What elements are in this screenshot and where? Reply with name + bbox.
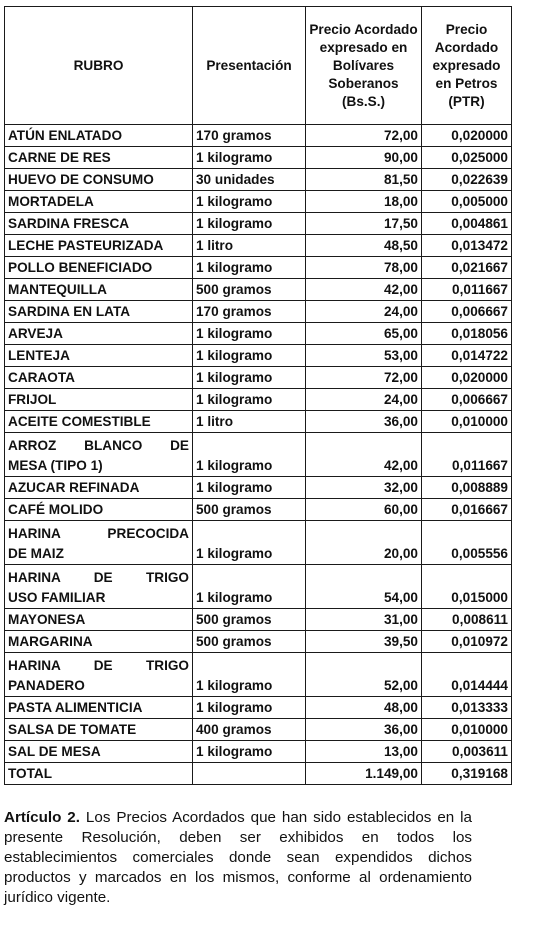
cell-precio-bss: 60,00 [306,499,422,521]
cell-presentacion: 500 gramos [193,499,306,521]
table-row [5,631,512,653]
cell-precio-bss: 72,00 [306,125,422,147]
cell-presentacion: 1 kilogramo [193,433,306,477]
cell-precio-bss: 17,50 [306,213,422,235]
table-row [5,521,512,565]
total-presentacion [193,763,306,785]
cell-rubro: SALSA DE TOMATE [5,719,193,741]
cell-presentacion: 1 kilogramo [193,147,306,169]
cell-rubro: SARDINA FRESCA [5,213,193,235]
cell-precio-ptr: 0,003611 [422,741,512,763]
cell-precio-bss: 24,00 [306,301,422,323]
cell-precio-bss: 72,00 [306,367,422,389]
article-2-paragraph [4,808,472,908]
cell-presentacion: 30 unidades [193,169,306,191]
cell-precio-ptr: 0,008611 [422,609,512,631]
cell-precio-ptr: 0,008889 [422,477,512,499]
table-row [5,147,512,169]
cell-presentacion: 1 litro [193,411,306,433]
total-label: TOTAL [5,763,193,785]
cell-rubro: MORTADELA [5,191,193,213]
table-row [5,719,512,741]
cell-precio-ptr: 0,011667 [422,433,512,477]
cell-presentacion: 1 kilogramo [193,565,306,609]
table-row [5,169,512,191]
cell-precio-bss: 18,00 [306,191,422,213]
cell-precio-bss: 52,00 [306,653,422,697]
cell-precio-bss: 36,00 [306,411,422,433]
cell-precio-ptr: 0,010972 [422,631,512,653]
cell-rubro: LENTEJA [5,345,193,367]
cell-rubro-line1: HARINA PRECOCIDA [8,526,189,541]
cell-precio-bss: 13,00 [306,741,422,763]
cell-precio-ptr: 0,005556 [422,521,512,565]
cell-rubro: PASTA ALIMENTICIA [5,697,193,719]
cell-presentacion: 1 kilogramo [193,653,306,697]
cell-rubro [5,433,193,477]
cell-precio-bss: 20,00 [306,521,422,565]
article-body: Los Precios Acordados que han sido establecidos en la presente Resolución, deben ser exhibidos en todos los establecimientos comerciales donde sean expendidos dichos productos y marcados en los mismos, conforme al ordenamiento jurídico vigente. [4,809,472,906]
table-body [5,125,512,785]
table-row [5,411,512,433]
cell-precio-ptr: 0,015000 [422,565,512,609]
cell-rubro: CARAOTA [5,367,193,389]
table-row [5,565,512,609]
table-row [5,323,512,345]
total-row [5,763,512,785]
cell-precio-bss: 81,50 [306,169,422,191]
cell-precio-bss: 42,00 [306,279,422,301]
cell-rubro: POLLO BENEFICIADO [5,257,193,279]
total-ptr: 0,319168 [422,763,512,785]
cell-presentacion: 500 gramos [193,631,306,653]
cell-precio-ptr: 0,011667 [422,279,512,301]
cell-presentacion: 1 kilogramo [193,477,306,499]
table-row [5,609,512,631]
cell-rubro: MARGARINA [5,631,193,653]
cell-precio-bss: 65,00 [306,323,422,345]
cell-presentacion: 1 kilogramo [193,389,306,411]
total-bss: 1.149,00 [306,763,422,785]
cell-precio-ptr: 0,022639 [422,169,512,191]
table-row [5,367,512,389]
cell-rubro-line2: DE MAIZ [8,546,64,561]
table-row [5,653,512,697]
cell-presentacion: 1 kilogramo [193,257,306,279]
cell-rubro-line2: USO FAMILIAR [8,590,106,605]
cell-precio-ptr: 0,013472 [422,235,512,257]
cell-rubro-line2: MESA (TIPO 1) [8,458,103,473]
table-row [5,499,512,521]
cell-presentacion: 1 kilogramo [193,521,306,565]
cell-precio-bss: 54,00 [306,565,422,609]
cell-presentacion: 1 kilogramo [193,213,306,235]
cell-presentacion: 500 gramos [193,609,306,631]
cell-precio-ptr: 0,021667 [422,257,512,279]
cell-rubro: SARDINA EN LATA [5,301,193,323]
header-precio-bss: Precio Acordado expresado en Bolívares Soberanos (Bs.S.) [306,7,422,125]
table-row [5,279,512,301]
cell-rubro: ACEITE COMESTIBLE [5,411,193,433]
cell-presentacion: 170 gramos [193,125,306,147]
table-row [5,477,512,499]
cell-presentacion: 1 kilogramo [193,367,306,389]
cell-precio-bss: 53,00 [306,345,422,367]
cell-precio-bss: 31,00 [306,609,422,631]
table-row [5,125,512,147]
table-row [5,741,512,763]
cell-rubro: MAYONESA [5,609,193,631]
cell-rubro: ARVEJA [5,323,193,345]
cell-rubro: CAFÉ MOLIDO [5,499,193,521]
cell-precio-ptr: 0,016667 [422,499,512,521]
cell-presentacion: 1 kilogramo [193,741,306,763]
cell-presentacion: 500 gramos [193,279,306,301]
cell-precio-ptr: 0,004861 [422,213,512,235]
cell-rubro-line1: HARINA DE TRIGO [8,658,189,673]
cell-precio-ptr: 0,014444 [422,653,512,697]
header-rubro: RUBRO [5,7,193,125]
cell-precio-bss: 32,00 [306,477,422,499]
table-row [5,433,512,477]
cell-precio-ptr: 0,006667 [422,389,512,411]
cell-rubro [5,653,193,697]
cell-rubro: CARNE DE RES [5,147,193,169]
cell-rubro: AZUCAR REFINADA [5,477,193,499]
table-header-row [5,7,512,125]
table-row [5,697,512,719]
table-row [5,301,512,323]
table-row [5,191,512,213]
article-lead: Artículo 2. [4,809,80,826]
cell-presentacion: 170 gramos [193,301,306,323]
cell-precio-ptr: 0,014722 [422,345,512,367]
cell-rubro: FRIJOL [5,389,193,411]
cell-rubro: ATÚN ENLATADO [5,125,193,147]
cell-rubro-line2: PANADERO [8,678,85,693]
cell-rubro: SAL DE MESA [5,741,193,763]
table-row [5,235,512,257]
cell-rubro: MANTEQUILLA [5,279,193,301]
cell-precio-ptr: 0,006667 [422,301,512,323]
cell-precio-ptr: 0,013333 [422,697,512,719]
cell-precio-ptr: 0,020000 [422,125,512,147]
cell-precio-bss: 48,00 [306,697,422,719]
cell-precio-ptr: 0,025000 [422,147,512,169]
cell-presentacion: 1 kilogramo [193,323,306,345]
table-row [5,389,512,411]
cell-presentacion: 400 gramos [193,719,306,741]
cell-precio-ptr: 0,010000 [422,719,512,741]
cell-presentacion: 1 kilogramo [193,697,306,719]
table-row [5,257,512,279]
table-row [5,345,512,367]
cell-rubro: LECHE PASTEURIZADA [5,235,193,257]
cell-rubro-line1: ARROZ BLANCO DE [8,438,189,453]
price-table [4,6,512,785]
cell-precio-bss: 36,00 [306,719,422,741]
cell-precio-ptr: 0,010000 [422,411,512,433]
cell-rubro: HUEVO DE CONSUMO [5,169,193,191]
cell-precio-bss: 78,00 [306,257,422,279]
cell-precio-bss: 48,50 [306,235,422,257]
cell-precio-bss: 39,50 [306,631,422,653]
cell-presentacion: 1 kilogramo [193,191,306,213]
cell-precio-bss: 24,00 [306,389,422,411]
cell-precio-bss: 90,00 [306,147,422,169]
header-presentacion: Presentación [193,7,306,125]
cell-rubro-line1: HARINA DE TRIGO [8,570,189,585]
cell-presentacion: 1 kilogramo [193,345,306,367]
cell-precio-bss: 42,00 [306,433,422,477]
table-row [5,213,512,235]
cell-precio-ptr: 0,018056 [422,323,512,345]
header-precio-ptr: Precio Acordado expresado en Petros (PTR) [422,7,512,125]
cell-rubro [5,565,193,609]
cell-rubro [5,521,193,565]
cell-precio-ptr: 0,020000 [422,367,512,389]
cell-presentacion: 1 litro [193,235,306,257]
cell-precio-ptr: 0,005000 [422,191,512,213]
